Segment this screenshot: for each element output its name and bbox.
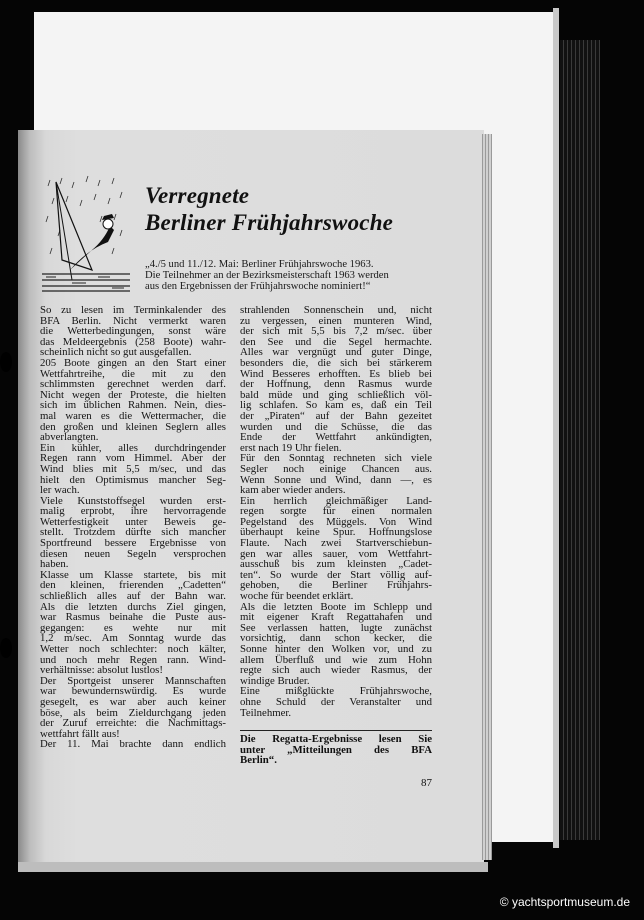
right-text-column <box>240 305 432 718</box>
left-text-column <box>40 305 226 750</box>
binder-hole <box>0 638 12 658</box>
text-line: Als die letzten durchs Ziel gingen, <box>40 600 226 613</box>
paragraph <box>240 686 432 718</box>
article-title <box>145 182 393 236</box>
paragraph <box>40 570 226 676</box>
copyright-watermark: © yachtsportmuseum.de <box>499 895 630 909</box>
text-line: See verlassen hatten, lugte zunächst <box>240 621 432 634</box>
text-line: schlimmsten gerechnet werden darf. <box>40 378 226 391</box>
text-line: kam aber wieder anders. <box>240 484 346 497</box>
text-line: Flaute. Nach zwei Startverschiebun- <box>240 537 432 550</box>
text-line: zu vergessen, einen munteren Wind, <box>240 314 432 327</box>
text-line: der Zuruf erreichte: die Nachmittags- <box>40 717 226 730</box>
paragraph <box>40 676 226 740</box>
text-line: mit eigener Kraft Regattahafen und <box>240 611 432 624</box>
text-line: diesen neuen Segeln versprochen <box>40 547 226 560</box>
text-line: den kleinen, frierenden „Cadetten“ <box>40 579 226 592</box>
text-line: wettfahrt fällt aus! <box>40 727 120 740</box>
text-line: den See und die Segel hermachte. <box>240 335 432 348</box>
text-line: ten“. So wurde der Start völlig auf- <box>240 568 432 581</box>
text-line: Der 11. Mai brachte dann endlich <box>40 738 226 751</box>
paragraph <box>40 496 226 570</box>
text-line: allem Überfluß und wie zum Hohn <box>240 653 432 666</box>
page-stack <box>560 40 600 840</box>
sailor-in-rain-illustration <box>42 170 130 292</box>
article-intro-quote <box>145 259 389 292</box>
text-line: scheinlich nicht so gut ausgefallen. <box>40 346 192 359</box>
text-line: regen sorgte für einen normalen <box>240 505 432 518</box>
text-line: vorsichtig, dann schon kecker, die <box>240 632 432 645</box>
title-line-2: Berliner Frühjahrswoche <box>145 210 394 235</box>
text-line: Der Sportgeist unserer Mannschaften <box>40 674 226 687</box>
binder-hole <box>0 352 12 372</box>
back-page-edge <box>553 8 559 848</box>
note-line: Die Regatta-Ergebnisse lesen Sie <box>240 733 432 745</box>
text-line: Sonne hinter den Wolken vor, und zu <box>240 643 432 655</box>
text-line: war Rasmus beinahe die Puste aus- <box>40 611 226 624</box>
text-line: gen war alles sauer, vom Wettfahrt- <box>240 547 432 560</box>
text-line: wurden und die Schüsse, die das <box>240 420 432 433</box>
text-line: der Hoffnung, denn Rasmus wurde <box>240 378 432 391</box>
intro-line: Die Teilnehmer an der Bezirksmeisterschaft 1963 werden <box>145 270 389 281</box>
text-line: der sich mit 5,5 bis 7,2 m/sec. über <box>240 325 432 338</box>
text-line: Sportfreund bessere Ergebnisse von <box>40 537 226 550</box>
text-line: ler wach. <box>40 484 80 497</box>
text-line: Wind Besseres erhofften. Es blieb bei <box>240 367 432 380</box>
text-line: mal waren es die Wettermacher, die <box>40 409 226 422</box>
text-line: Eine mißglückte Frühjahrswoche, <box>240 685 432 698</box>
text-line: besonders die, die sich bei stärkerem <box>240 356 432 369</box>
text-line: Klasse um Klasse startete, bis mit <box>40 568 226 581</box>
text-line: 1,2 m/sec. Am Sonntag wurde das <box>40 632 226 645</box>
text-line: ohne Schuld der Veranstalter und <box>240 695 432 708</box>
text-line: Für den Sonntag rechneten sich viele <box>240 452 432 465</box>
text-line: Alles war vergnügt und guter Dinge, <box>240 346 432 359</box>
paragraph <box>240 602 432 687</box>
text-line: Pegelstand des Müggels. Von Wind <box>240 515 432 528</box>
text-line: Segler noch einige Chancen aus. <box>240 462 432 475</box>
text-line: schließlich alles auf der Bahn war. <box>40 590 226 603</box>
paragraph <box>40 443 226 496</box>
text-line: haben. <box>40 558 69 571</box>
text-line: der „Piraten“ auf der Bahn gezeitet <box>240 409 432 422</box>
intro-line: aus den Ergebnissen der Frühjahrswoche nominiert!“ <box>145 281 371 292</box>
text-line: hielt den Optimismus mancher Seg- <box>40 473 226 486</box>
text-line: böse, als beim Zieldurchgang jeden <box>40 706 226 719</box>
text-line: strahlenden Sonnenschein und, nicht <box>240 304 432 316</box>
text-line: die Wetterbedingungen, sonst wäre <box>40 325 226 338</box>
text-line: überhaupt keine Spur. Hoffnungslose <box>240 526 432 539</box>
text-line: und noch mehr Regen rann. Wind- <box>40 653 226 666</box>
text-line: Wind blies mit 5,5 m/sec, und das <box>40 462 226 475</box>
text-line: gehoben, die Berliner Frühjahrs- <box>240 579 432 592</box>
results-note <box>240 734 432 766</box>
text-line: Ende der Wettfahrt ankündigten, <box>240 431 432 444</box>
text-line: regte sich auch wieder Rasmus, der <box>240 664 432 677</box>
page-edge <box>482 134 492 860</box>
paragraph <box>40 739 226 750</box>
text-line: abverlangten. <box>40 431 99 444</box>
text-line: Regen rann vom Himmel. Aber der <box>40 452 226 465</box>
text-line: verhältnisse: absolut lustlos! <box>40 664 163 677</box>
text-line: Viele Kunststoffsegel wurden erst- <box>40 494 226 507</box>
text-line: Wenn Sonne und Wind, dann —, es <box>240 473 432 486</box>
text-line: Ein kühler, alles durchdringender <box>40 441 226 454</box>
text-line: Als die letzten Boote im Schlepp und <box>240 600 432 613</box>
text-line: bald müde und ging schließlich völ- <box>240 388 432 401</box>
text-line: ausschuß bis zum kleinsten „Cadet- <box>240 558 432 571</box>
text-line: BFA Berlin. Nicht vermerkt waren <box>40 314 226 327</box>
note-line: unter „Mitteilungen des BFA <box>240 743 432 756</box>
text-line: woche für beendet erklärt. <box>240 590 354 603</box>
text-line: Nicht wegen der Proteste, die hielten <box>40 388 226 401</box>
text-line: Wetter noch schlechter: noch kälter, <box>40 643 226 655</box>
text-line: war bewundernswürdig. Es wurde <box>40 685 226 698</box>
paragraph <box>240 453 432 495</box>
intro-line: „4./5 und 11./12. Mai: Berliner Frühjahrswoche 1963. <box>145 259 374 270</box>
paragraph <box>40 358 226 443</box>
text-line: gegangen: es wehte nur mit <box>40 621 226 634</box>
paragraph <box>240 305 432 453</box>
text-line: stellt. Trotzdem dürfte sich mancher <box>40 526 226 539</box>
text-line: Wetterfestigkeit unter Beweis ge- <box>40 515 226 528</box>
text-line: So zu lesen im Terminkalender des <box>40 304 226 316</box>
text-line: den großen und kleinen Seglern alles <box>40 420 226 433</box>
text-line: gesegelt, es war aber auch keiner <box>40 695 226 708</box>
text-line: 205 Boote gingen an den Start einer <box>40 356 226 369</box>
note-line: Berlin“. <box>240 754 277 767</box>
text-line: Ein herrlich gleichmäßiger Land- <box>240 494 432 507</box>
text-line: malig erprobt, ihre hervorragende <box>40 505 226 518</box>
page-bottom-edge <box>18 862 488 872</box>
text-line: sich im üblichen Rahmen. Nein, dies- <box>40 399 226 412</box>
paragraph <box>40 305 226 358</box>
divider-rule <box>240 730 432 731</box>
text-line: das Meldeergebnis (258 Boote) wahr- <box>40 335 226 348</box>
text-line: erst nach 19 Uhr fielen. <box>240 441 342 454</box>
text-line: windige Bruder. <box>240 674 310 687</box>
paragraph <box>240 496 432 602</box>
text-line: Wettfahrtreihe, die mit zu den <box>40 367 226 380</box>
text-line: Teilnehmer. <box>240 706 292 719</box>
text-line: lig schlafen. So kam es, daß ein Teil <box>240 399 432 412</box>
title-line-1: Verregnete <box>145 183 250 208</box>
page-number: 87 <box>421 777 432 789</box>
